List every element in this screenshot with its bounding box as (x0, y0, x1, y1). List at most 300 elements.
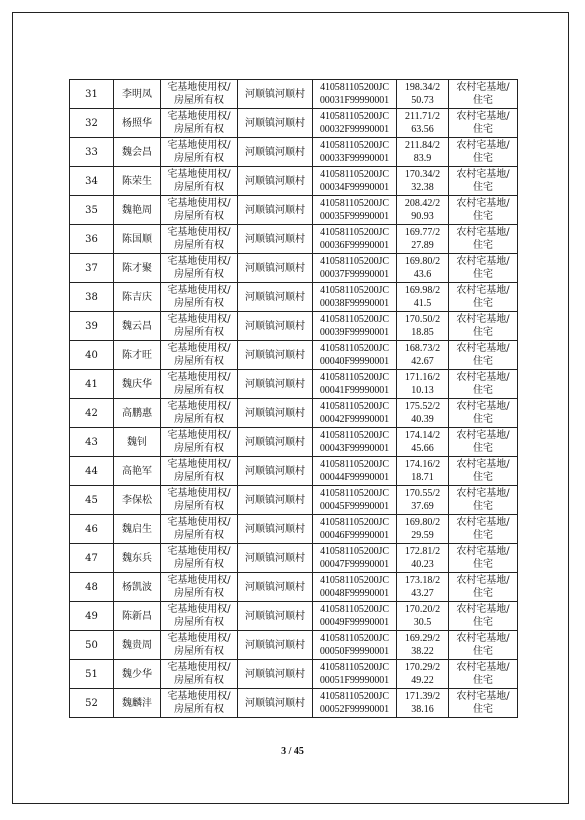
table-row (70, 312, 518, 341)
owner-name-cell (114, 283, 161, 312)
unit-code-line: 410581105200JC (320, 662, 389, 673)
unit-code-line: 00043F99990001 (319, 443, 390, 454)
owner-name-text: 杨照华 (122, 117, 152, 129)
land-use-cell (449, 196, 518, 225)
area-line: 27.89 (411, 240, 434, 251)
unit-code-line: 410581105200JC (320, 256, 389, 267)
right-type-line: 房屋所有权 (174, 472, 224, 483)
registration-table (69, 79, 518, 718)
right-type-line: 房屋所有权 (174, 501, 224, 512)
location-text: 河顺镇河顺村 (245, 494, 305, 506)
table-row (70, 254, 518, 283)
land-use-cell (449, 486, 518, 515)
unit-code-line: 410581105200JC (320, 459, 389, 470)
row-number-text: 40 (85, 349, 98, 361)
owner-name-cell (114, 660, 161, 689)
land-use-cell (449, 341, 518, 370)
area-line: 169.29/2 (404, 633, 441, 644)
area-cell (397, 689, 449, 718)
owner-name-text: 魏少华 (122, 668, 152, 680)
table-row (70, 370, 518, 399)
unit-code-cell (313, 399, 397, 428)
unit-code-line: 00052F99990001 (319, 704, 390, 715)
table-row (70, 283, 518, 312)
owner-name-cell (114, 370, 161, 399)
right-type-line: 宅基地使用权/ (167, 546, 231, 557)
land-use-line: 住宅 (473, 443, 493, 454)
area-cell (397, 196, 449, 225)
owner-name-cell (114, 109, 161, 138)
owner-name-text: 魏庆华 (122, 378, 152, 390)
table-row (70, 428, 518, 457)
unit-code-line: 00048F99990001 (319, 588, 390, 599)
land-use-line: 住宅 (473, 472, 493, 483)
right-type-line: 宅基地使用权/ (167, 111, 231, 122)
area-line: 173.18/2 (404, 575, 441, 586)
row-number-text: 46 (85, 523, 98, 535)
table-row (70, 486, 518, 515)
unit-code-line: 00046F99990001 (319, 530, 390, 541)
row-number-cell (70, 428, 114, 457)
right-type-line: 宅基地使用权/ (167, 459, 231, 470)
row-number-text: 48 (85, 581, 98, 593)
owner-name-cell (114, 167, 161, 196)
unit-code-line: 410581105200JC (320, 517, 389, 528)
land-use-line: 住宅 (473, 298, 493, 309)
area-line: 50.73 (411, 95, 434, 106)
right-type-line: 房屋所有权 (174, 153, 224, 164)
unit-code-line: 00034F99990001 (319, 182, 390, 193)
land-use-cell (449, 283, 518, 312)
unit-code-line: 410581105200JC (320, 140, 389, 151)
row-number-cell (70, 138, 114, 167)
unit-code-cell (313, 544, 397, 573)
right-type-line: 宅基地使用权/ (167, 575, 231, 586)
unit-code-line: 00031F99990001 (319, 95, 390, 106)
land-use-line: 农村宅基地/ (456, 111, 510, 122)
area-cell (397, 225, 449, 254)
owner-name-text: 陈吉庆 (122, 291, 152, 303)
owner-name-text: 陈荣生 (122, 175, 152, 187)
right-type-line: 宅基地使用权/ (167, 82, 231, 93)
table-row (70, 457, 518, 486)
row-number-cell (70, 312, 114, 341)
land-use-line: 农村宅基地/ (456, 169, 510, 180)
location-cell (238, 109, 313, 138)
location-text: 河顺镇河顺村 (245, 581, 305, 593)
owner-name-text: 高鹏惠 (122, 407, 152, 419)
owner-name-text: 魏启生 (122, 523, 152, 535)
area-line: 208.42/2 (404, 198, 441, 209)
land-use-line: 住宅 (473, 240, 493, 251)
table-row (70, 109, 518, 138)
location-cell (238, 486, 313, 515)
area-cell (397, 660, 449, 689)
row-number-text: 34 (85, 175, 98, 187)
area-cell (397, 515, 449, 544)
table-row (70, 399, 518, 428)
land-use-cell (449, 225, 518, 254)
location-cell (238, 167, 313, 196)
location-text: 河顺镇河顺村 (245, 204, 305, 216)
unit-code-cell (313, 515, 397, 544)
owner-name-cell (114, 486, 161, 515)
location-text: 河顺镇河顺村 (245, 610, 305, 622)
row-number-cell (70, 254, 114, 283)
table-row (70, 80, 518, 109)
area-cell (397, 486, 449, 515)
area-cell (397, 312, 449, 341)
land-use-line: 住宅 (473, 559, 493, 570)
unit-code-cell (313, 196, 397, 225)
location-text: 河顺镇河顺村 (245, 465, 305, 477)
row-number-text: 45 (85, 494, 98, 506)
land-use-line: 住宅 (473, 211, 493, 222)
right-type-line: 房屋所有权 (174, 559, 224, 570)
land-use-line: 农村宅基地/ (456, 401, 510, 412)
land-use-line: 农村宅基地/ (456, 662, 510, 673)
row-number-cell (70, 225, 114, 254)
row-number-text: 50 (85, 639, 98, 651)
right-type-line: 宅基地使用权/ (167, 198, 231, 209)
location-cell (238, 370, 313, 399)
area-line: 170.50/2 (404, 314, 441, 325)
table-row (70, 689, 518, 718)
area-line: 198.34/2 (404, 82, 441, 93)
table-row (70, 544, 518, 573)
area-cell (397, 138, 449, 167)
table-row (70, 196, 518, 225)
unit-code-line: 410581105200JC (320, 169, 389, 180)
unit-code-cell (313, 109, 397, 138)
right-type-line: 房屋所有权 (174, 298, 224, 309)
owner-name-cell (114, 399, 161, 428)
land-use-line: 住宅 (473, 501, 493, 512)
unit-code-line: 00038F99990001 (319, 298, 390, 309)
land-use-cell (449, 515, 518, 544)
unit-code-line: 410581105200JC (320, 82, 389, 93)
location-text: 河顺镇河顺村 (245, 88, 305, 100)
right-type-cell (161, 370, 238, 399)
area-line: 168.73/2 (404, 343, 441, 354)
location-cell (238, 573, 313, 602)
row-number-text: 37 (85, 262, 98, 274)
location-cell (238, 428, 313, 457)
row-number-text: 38 (85, 291, 98, 303)
right-type-cell (161, 573, 238, 602)
right-type-cell (161, 631, 238, 660)
right-type-line: 房屋所有权 (174, 675, 224, 686)
location-cell (238, 254, 313, 283)
area-line: 170.34/2 (404, 169, 441, 180)
area-line: 171.16/2 (404, 372, 441, 383)
area-line: 10.13 (411, 385, 434, 396)
area-line: 174.14/2 (404, 430, 441, 441)
location-text: 河顺镇河顺村 (245, 175, 305, 187)
land-use-cell (449, 457, 518, 486)
location-cell (238, 515, 313, 544)
area-cell (397, 457, 449, 486)
location-text: 河顺镇河顺村 (245, 291, 305, 303)
location-cell (238, 138, 313, 167)
land-use-line: 住宅 (473, 530, 493, 541)
area-line: 83.9 (413, 153, 432, 164)
land-use-line: 农村宅基地/ (456, 691, 510, 702)
unit-code-line: 00037F99990001 (319, 269, 390, 280)
unit-code-line: 00050F99990001 (319, 646, 390, 657)
location-cell (238, 457, 313, 486)
right-type-line: 房屋所有权 (174, 356, 224, 367)
right-type-cell (161, 457, 238, 486)
land-use-cell (449, 312, 518, 341)
unit-code-cell (313, 689, 397, 718)
land-use-line: 住宅 (473, 269, 493, 280)
right-type-line: 房屋所有权 (174, 704, 224, 715)
area-line: 43.6 (413, 269, 432, 280)
row-number-text: 31 (85, 88, 98, 100)
location-text: 河顺镇河顺村 (245, 407, 305, 419)
row-number-text: 44 (85, 465, 98, 477)
row-number-text: 52 (85, 697, 98, 709)
area-cell (397, 399, 449, 428)
land-use-line: 住宅 (473, 385, 493, 396)
owner-name-text: 魏会昌 (122, 146, 152, 158)
owner-name-text: 陈国顺 (122, 233, 152, 245)
area-cell (397, 428, 449, 457)
unit-code-cell (313, 312, 397, 341)
row-number-cell (70, 196, 114, 225)
unit-code-line: 00033F99990001 (319, 153, 390, 164)
owner-name-text: 魏麟沣 (122, 697, 152, 709)
row-number-text: 43 (85, 436, 98, 448)
right-type-cell (161, 544, 238, 573)
right-type-cell (161, 138, 238, 167)
owner-name-cell (114, 689, 161, 718)
land-use-cell (449, 544, 518, 573)
row-number-cell (70, 660, 114, 689)
unit-code-line: 00047F99990001 (319, 559, 390, 570)
area-line: 171.39/2 (404, 691, 441, 702)
table-row (70, 341, 518, 370)
land-use-line: 农村宅基地/ (456, 430, 510, 441)
unit-code-line: 410581105200JC (320, 633, 389, 644)
right-type-cell (161, 660, 238, 689)
right-type-line: 宅基地使用权/ (167, 285, 231, 296)
unit-code-line: 410581105200JC (320, 546, 389, 557)
right-type-line: 房屋所有权 (174, 617, 224, 628)
unit-code-line: 00049F99990001 (319, 617, 390, 628)
right-type-cell (161, 428, 238, 457)
land-use-line: 农村宅基地/ (456, 198, 510, 209)
table-row (70, 167, 518, 196)
unit-code-line: 410581105200JC (320, 111, 389, 122)
land-use-line: 农村宅基地/ (456, 575, 510, 586)
land-use-cell (449, 660, 518, 689)
location-text: 河顺镇河顺村 (245, 378, 305, 390)
unit-code-line: 00032F99990001 (319, 124, 390, 135)
row-number-text: 36 (85, 233, 98, 245)
unit-code-line: 410581105200JC (320, 575, 389, 586)
unit-code-line: 410581105200JC (320, 401, 389, 412)
land-use-cell (449, 631, 518, 660)
row-number-text: 42 (85, 407, 98, 419)
area-line: 170.29/2 (404, 662, 441, 673)
right-type-cell (161, 109, 238, 138)
area-line: 174.16/2 (404, 459, 441, 470)
land-use-line: 住宅 (473, 588, 493, 599)
area-line: 211.84/2 (405, 140, 440, 151)
right-type-cell (161, 225, 238, 254)
owner-name-cell (114, 602, 161, 631)
unit-code-cell (313, 486, 397, 515)
row-number-cell (70, 544, 114, 573)
unit-code-cell (313, 660, 397, 689)
land-use-cell (449, 109, 518, 138)
page-number: 3 / 45 (281, 746, 304, 757)
owner-name-text: 魏钊 (127, 436, 147, 448)
unit-code-line: 410581105200JC (320, 227, 389, 238)
area-cell (397, 602, 449, 631)
location-cell (238, 341, 313, 370)
table-row (70, 573, 518, 602)
land-use-line: 住宅 (473, 356, 493, 367)
land-use-cell (449, 167, 518, 196)
right-type-cell (161, 341, 238, 370)
land-use-cell (449, 254, 518, 283)
area-line: 38.16 (411, 704, 434, 715)
location-cell (238, 283, 313, 312)
land-use-cell (449, 138, 518, 167)
right-type-line: 房屋所有权 (174, 385, 224, 396)
table-row (70, 660, 518, 689)
land-use-line: 农村宅基地/ (456, 227, 510, 238)
land-use-line: 农村宅基地/ (456, 546, 510, 557)
area-line: 41.5 (413, 298, 432, 309)
unit-code-cell (313, 370, 397, 399)
owner-name-text: 魏艳周 (122, 204, 152, 216)
right-type-line: 房屋所有权 (174, 240, 224, 251)
land-use-line: 住宅 (473, 182, 493, 193)
right-type-line: 宅基地使用权/ (167, 517, 231, 528)
owner-name-cell (114, 80, 161, 109)
owner-name-text: 李保松 (122, 494, 152, 506)
owner-name-text: 陈才聚 (122, 262, 152, 274)
unit-code-line: 00041F99990001 (319, 385, 390, 396)
row-number-text: 32 (85, 117, 98, 129)
location-text: 河顺镇河顺村 (245, 146, 305, 158)
right-type-line: 宅基地使用权/ (167, 401, 231, 412)
area-cell (397, 631, 449, 660)
location-text: 河顺镇河顺村 (245, 523, 305, 535)
right-type-line: 宅基地使用权/ (167, 256, 231, 267)
area-line: 38.22 (411, 646, 434, 657)
unit-code-line: 410581105200JC (320, 430, 389, 441)
unit-code-cell (313, 428, 397, 457)
right-type-line: 房屋所有权 (174, 588, 224, 599)
area-line: 169.77/2 (404, 227, 441, 238)
location-text: 河顺镇河顺村 (245, 639, 305, 651)
right-type-line: 宅基地使用权/ (167, 314, 231, 325)
right-type-cell (161, 602, 238, 631)
right-type-line: 宅基地使用权/ (167, 691, 231, 702)
land-use-line: 住宅 (473, 617, 493, 628)
owner-name-cell (114, 138, 161, 167)
area-cell (397, 109, 449, 138)
right-type-cell (161, 254, 238, 283)
row-number-cell (70, 602, 114, 631)
location-text: 河顺镇河顺村 (245, 262, 305, 274)
unit-code-line: 410581105200JC (320, 604, 389, 615)
area-line: 90.93 (411, 211, 434, 222)
owner-name-cell (114, 515, 161, 544)
table-row (70, 515, 518, 544)
land-use-line: 农村宅基地/ (456, 314, 510, 325)
area-line: 170.55/2 (404, 488, 441, 499)
area-cell (397, 341, 449, 370)
right-type-line: 宅基地使用权/ (167, 604, 231, 615)
area-cell (397, 573, 449, 602)
right-type-line: 宅基地使用权/ (167, 430, 231, 441)
owner-name-cell (114, 341, 161, 370)
land-use-line: 农村宅基地/ (456, 343, 510, 354)
area-line: 29.59 (411, 530, 434, 541)
area-line: 30.5 (413, 617, 432, 628)
owner-name-cell (114, 544, 161, 573)
right-type-line: 房屋所有权 (174, 211, 224, 222)
row-number-text: 41 (85, 378, 98, 390)
unit-code-line: 410581105200JC (320, 691, 389, 702)
right-type-cell (161, 689, 238, 718)
location-text: 河顺镇河顺村 (245, 320, 305, 332)
right-type-line: 房屋所有权 (174, 95, 224, 106)
row-number-text: 35 (85, 204, 98, 216)
land-use-line: 住宅 (473, 95, 493, 106)
land-use-line: 农村宅基地/ (456, 604, 510, 615)
location-cell (238, 689, 313, 718)
unit-code-line: 00051F99990001 (319, 675, 390, 686)
right-type-cell (161, 486, 238, 515)
unit-code-line: 410581105200JC (320, 488, 389, 499)
unit-code-line: 00044F99990001 (319, 472, 390, 483)
unit-code-line: 00035F99990001 (319, 211, 390, 222)
unit-code-cell (313, 167, 397, 196)
land-use-line: 农村宅基地/ (456, 140, 510, 151)
owner-name-cell (114, 428, 161, 457)
row-number-text: 39 (85, 320, 98, 332)
right-type-line: 房屋所有权 (174, 414, 224, 425)
owner-name-text: 魏东兵 (122, 552, 152, 564)
owner-name-cell (114, 196, 161, 225)
right-type-cell (161, 80, 238, 109)
table-row (70, 602, 518, 631)
area-line: 211.71/2 (405, 111, 440, 122)
unit-code-cell (313, 225, 397, 254)
owner-name-cell (114, 573, 161, 602)
area-line: 45.66 (411, 443, 434, 454)
row-number-text: 49 (85, 610, 98, 622)
unit-code-line: 00036F99990001 (319, 240, 390, 251)
land-use-cell (449, 573, 518, 602)
land-use-line: 农村宅基地/ (456, 633, 510, 644)
row-number-cell (70, 631, 114, 660)
area-cell (397, 370, 449, 399)
right-type-cell (161, 399, 238, 428)
right-type-line: 宅基地使用权/ (167, 488, 231, 499)
land-use-line: 住宅 (473, 153, 493, 164)
land-use-line: 住宅 (473, 124, 493, 135)
area-line: 32.38 (411, 182, 434, 193)
location-cell (238, 631, 313, 660)
